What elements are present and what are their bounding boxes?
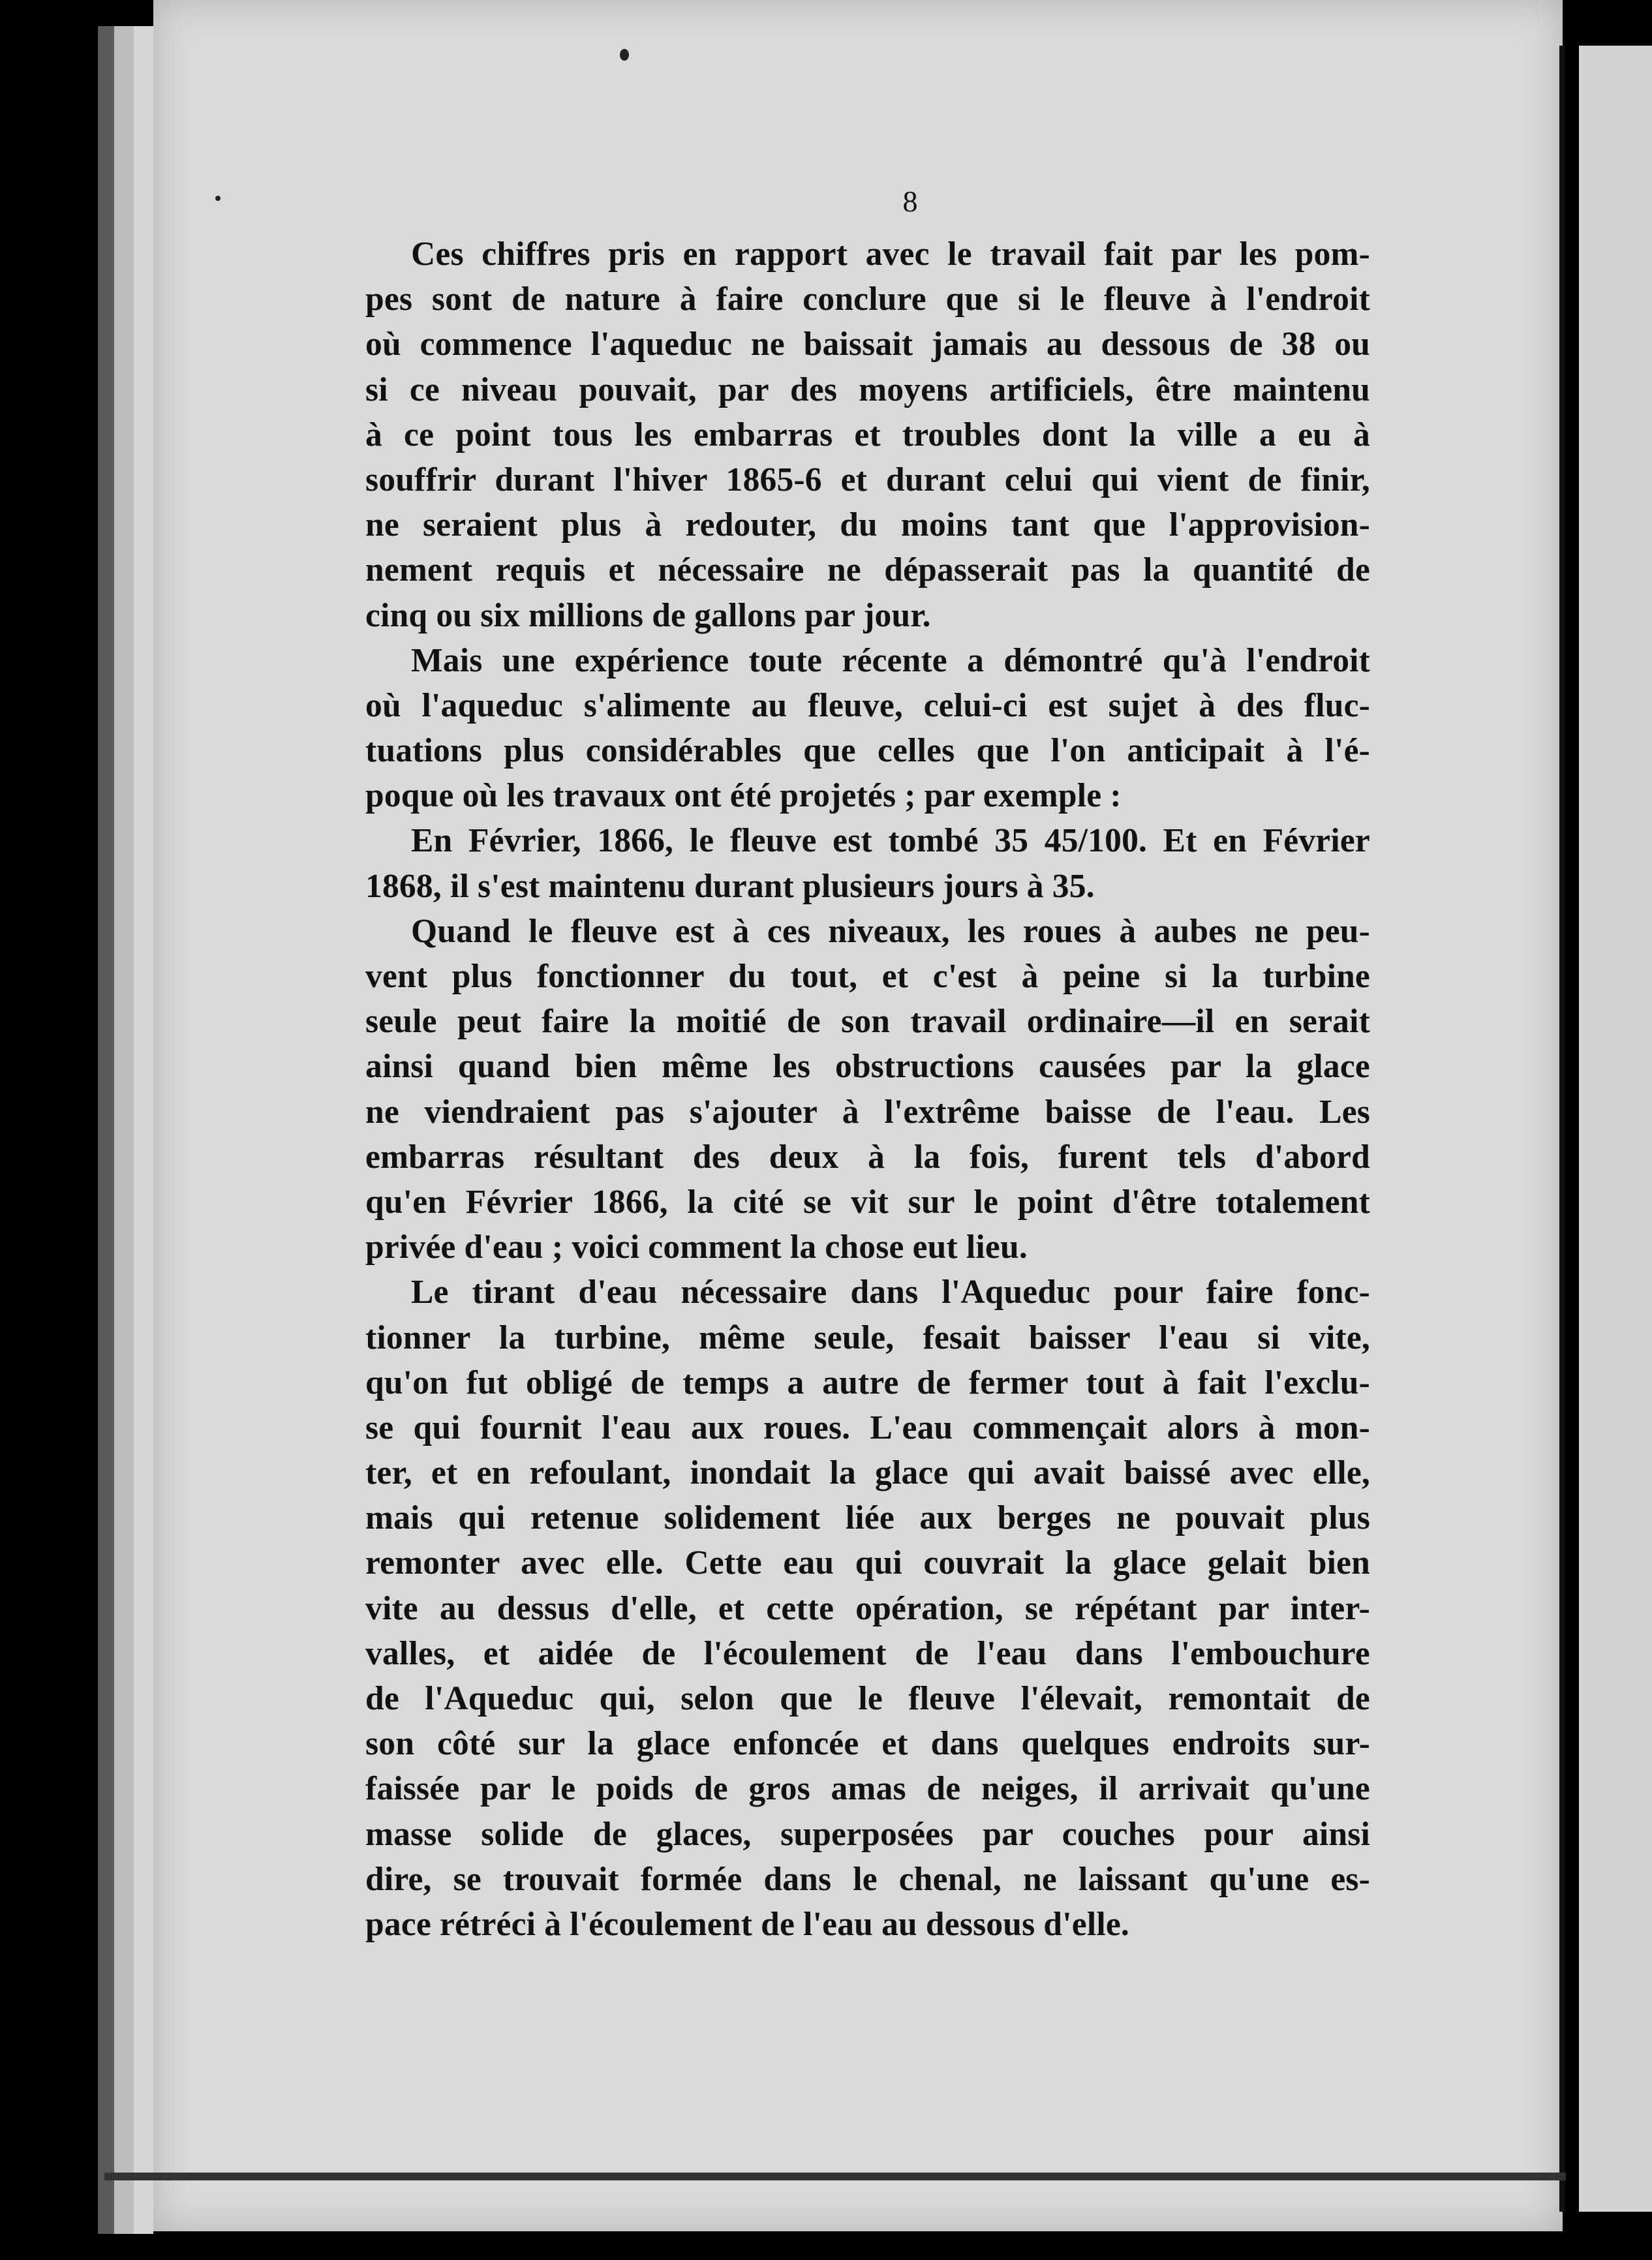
text-line: nement requis et nécessaire ne dépasserait pas la quantité de xyxy=(365,551,1370,589)
text-line: ainsi quand bien même les obstructions causées par la glace xyxy=(365,1048,1370,1086)
text-line: ne viendraient pas s'ajouter à l'extrême baisse de l'eau. Les xyxy=(365,1093,1370,1131)
text-line: qu'on fut obligé de temps a autre de fermer tout à fait l'exclu- xyxy=(365,1364,1370,1401)
text-line: Le tirant d'eau nécessaire dans l'Aqueduc pour faire fonc- xyxy=(411,1274,1370,1311)
text-line: vite au dessus d'elle, et cette opération, se répétant par inter- xyxy=(365,1589,1370,1627)
text-line: 1868, il s'est maintenu durant plusieurs jours à 35. xyxy=(365,867,1095,905)
text-line: En Février, 1866, le fleuve est tombé 35 45/100. Et en Février xyxy=(411,822,1370,860)
page-edge xyxy=(134,26,153,2234)
text-line: seule peut faire la moitié de son travail ordinaire—il en serait xyxy=(365,1003,1370,1041)
text-line: privée d'eau ; voici comment la chose eut lieu. xyxy=(365,1229,1028,1266)
facing-page-edge xyxy=(1579,46,1652,2212)
text-line: ne seraient plus à redouter, du moins tant que l'approvision- xyxy=(365,506,1370,544)
text-line: poque où les travaux ont été projetés ; par exemple : xyxy=(365,777,1122,815)
text-line: ter, et en refoulant, inondait la glace qui avait baissé avec elle, xyxy=(365,1454,1370,1492)
text-line: remonter avec elle. Cette eau qui couvrait la glace gelait bien xyxy=(365,1544,1370,1582)
body-text xyxy=(365,232,1370,1947)
text-line: à ce point tous les embarras et troubles dont la ville a eu à xyxy=(365,416,1370,453)
text-line: si ce niveau pouvait, par des moyens artificiels, être maintenu xyxy=(365,371,1370,408)
text-line: Quand le fleuve est à ces niveaux, les roues à aubes ne peu- xyxy=(411,912,1370,950)
text-line: embarras résultant des deux à la fois, furent tels d'abord xyxy=(365,1138,1370,1176)
text-line: mais qui retenue solidement liée aux berges ne pouvait plus xyxy=(365,1499,1370,1537)
text-line: souffrir durant l'hiver 1865-6 et durant celui qui vient de finir, xyxy=(365,461,1370,498)
scan-speck xyxy=(215,196,221,201)
text-line: pes sont de nature à faire conclure que si le fleuve à l'endroit xyxy=(365,281,1370,318)
text-line: tuations plus considérables que celles que l'on anticipait à l'é- xyxy=(365,732,1370,770)
text-line: où commence l'aqueduc ne baissait jamais au dessous de 38 ou xyxy=(365,326,1370,363)
text-line: tionner la turbine, même seule, fesait baisser l'eau si vite, xyxy=(365,1319,1370,1356)
page-number: 8 xyxy=(902,185,918,218)
text-line: vent plus fonctionner du tout, et c'est à peine si la turbine xyxy=(365,958,1370,995)
page-gutter xyxy=(1559,46,1565,2212)
text-line: Mais une expérience toute récente a démontré qu'à l'endroit xyxy=(411,641,1370,679)
text-line: où l'aqueduc s'alimente au fleuve, celui-ci est sujet à des fluc- xyxy=(365,686,1370,724)
text-line: faissée par le poids de gros amas de neiges, il arrivait qu'une xyxy=(365,1770,1370,1808)
text-line: pace rétréci à l'écoulement de l'eau au dessous d'elle. xyxy=(365,1905,1129,1943)
text-line: masse solide de glaces, superposées par couches pour ainsi xyxy=(365,1815,1370,1853)
text-line: se qui fournit l'eau aux roues. L'eau commençait alors à mon- xyxy=(365,1409,1370,1446)
text-line: de l'Aqueduc qui, selon que le fleuve l'élevait, remontait de xyxy=(365,1680,1370,1717)
page-bottom-edge xyxy=(104,2173,1566,2180)
scan-speck xyxy=(620,49,629,61)
text-line: valles, et aidée de l'écoulement de l'eau dans l'embouchure xyxy=(365,1634,1370,1672)
text-line: dire, se trouvait formée dans le chenal, ne laissant qu'une es- xyxy=(365,1860,1370,1898)
text-line: qu'en Février 1866, la cité se vit sur le point d'être totalement xyxy=(365,1183,1370,1221)
text-line: son côté sur la glace enfoncée et dans quelques endroits sur- xyxy=(365,1725,1370,1763)
text-line: cinq ou six millions de gallons par jour. xyxy=(365,596,931,634)
text-line: Ces chiffres pris en rapport avec le travail fait par les pom- xyxy=(411,236,1370,273)
